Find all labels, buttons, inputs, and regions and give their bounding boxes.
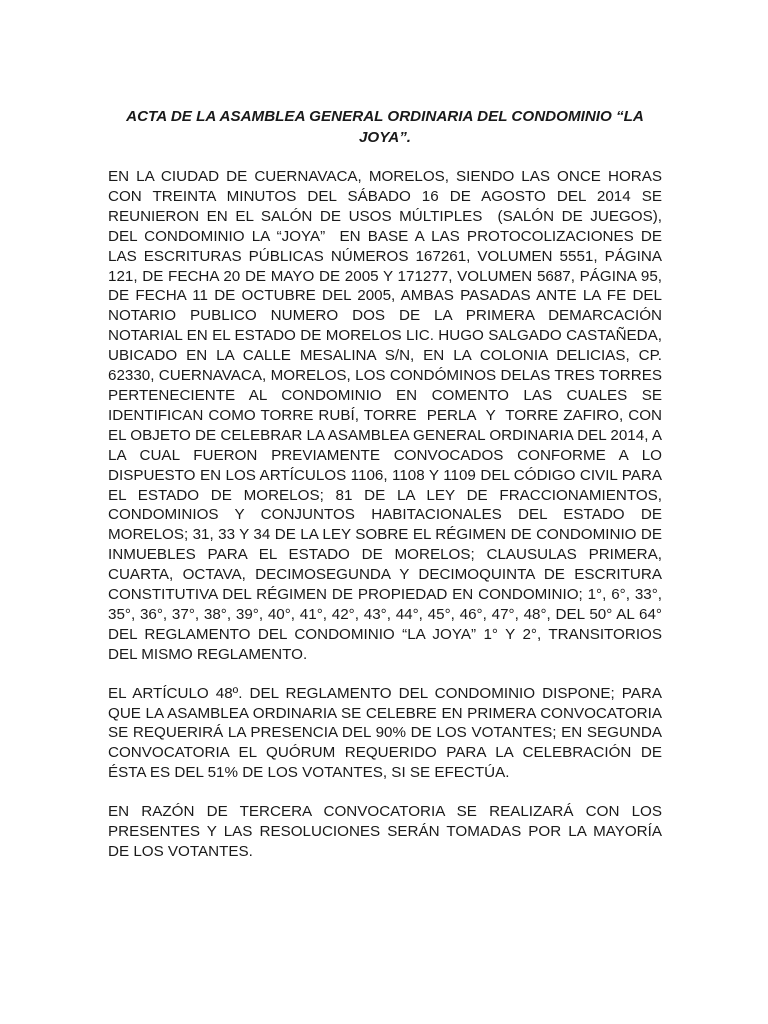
paragraph-third-call: EN RAZÓN DE TERCERA CONVOCATORIA SE REALIZARÁ CON LOS PRESENTES Y LAS RESOLUCIONES SERÁN TOMADAS POR LA MAYORÍA DE LOS VOTANTES. (108, 803, 667, 860)
document-page (108, 106, 675, 881)
paragraph-article-48: EL ARTÍCULO 48º. DEL REGLAMENTO DEL CONDOMINIO DISPONE; PARA QUE LA ASAMBLEA ORDINARIA SE CELEBRE EN PRIMERA CONVOCATORIA SE REQUERIRÁ LA PRESENCIA DEL 90% DE LOS VOTANTES; EN SEGUNDA CONVOCATORIA EL QUÓRUM REQUERIDO PARA LA CELEBRACIÓN DE ÉSTA ES DEL 51% DE LOS VOTANTES, SI SE EFECTÚA. (108, 684, 667, 782)
document-title: ACTA DE LA ASAMBLEA GENERAL ORDINARIA DEL CONDOMINIO “LA JOYA”. (126, 108, 644, 146)
paragraph-opening: EN LA CIUDAD DE CUERNAVACA, MORELOS, SIENDO LAS ONCE HORAS CON TREINTA MINUTOS DEL SÁBADO 16 DE AGOSTO DEL 2014 SE REUNIERON EN EL SALÓN DE USOS MÚLTIPLES (SALÓN DE JUEGOS), DEL CONDOMINIO LA “JOYA” EN BASE A LAS PROTOCOLIZACIONES DE LAS ESCRITURAS PÚBLICAS NÚMEROS 167261, VOLUMEN 5551, PÁGINA 121, DE FECHA 20 DE MAYO DE 2005 Y 171277, VOLUMEN 5687, PÁGINA 95, DE FECHA 11 DE OCTUBRE DEL 2005, AMBAS PASADAS ANTE LA FE DEL NOTARIO PUBLICO NUMERO DOS DE LA PRIMERA DEMARCACIÓN NOTARIAL EN EL ESTADO DE MORELOS LIC. HUGO SALGADO CASTAÑEDA, UBICADO EN LA CALLE MESALINA S/N, EN LA COLONIA DELICIAS, CP. 62330, CUERNAVACA, MORELOS, LOS CONDÓMINOS DELAS TRES TORRES PERTENECIENTE AL CONDOMINIO EN COMENTO LAS CUALES SE IDENTIFICAN COMO TORRE RUBÍ, TORRE PERLA Y TORRE ZAFIRO, CON EL OBJETO DE CELEBRAR LA ASAMBLEA GENERAL ORDINARIA DEL 2014, A LA CUAL FUERON PREVIAMENTE CONVOCADOS CONFORME A LO DISPUESTO EN LOS ARTÍCULOS 1106, 1108 Y 1109 DEL CÓDIGO CIVIL PARA EL ESTADO DE MORELOS; 81 DE LA LEY DE FRACCIONAMIENTOS, CONDOMINIOS Y CONJUNTOS HABITACIONALES DEL ESTADO DE MORELOS; 31, 33 Y 34 DE LA LEY SOBRE EL RÉGIMEN DE CONDOMINIO DE INMUEBLES PARA EL ESTADO DE MORELOS; CLAUSULAS PRIMERA, CUARTA, OCTAVA, DECIMOSEGUNDA Y DECIMOQUINTA DE ESCRITURA CONSTITUTIVA DEL RÉGIMEN DE PROPIEDAD EN CONDOMINIO; 1°, 6°, 33°, 35°, 36°, 37°, 38°, 39°, 40°, 41°, 42°, 43°, 44°, 45°, 46°, 47°, 48°, DEL 50° AL 64° DEL REGLAMENTO DEL CONDOMINIO “LA JOYA” 1° Y 2°, TRANSITORIOS DEL MISMO REGLAMENTO. (108, 168, 675, 663)
